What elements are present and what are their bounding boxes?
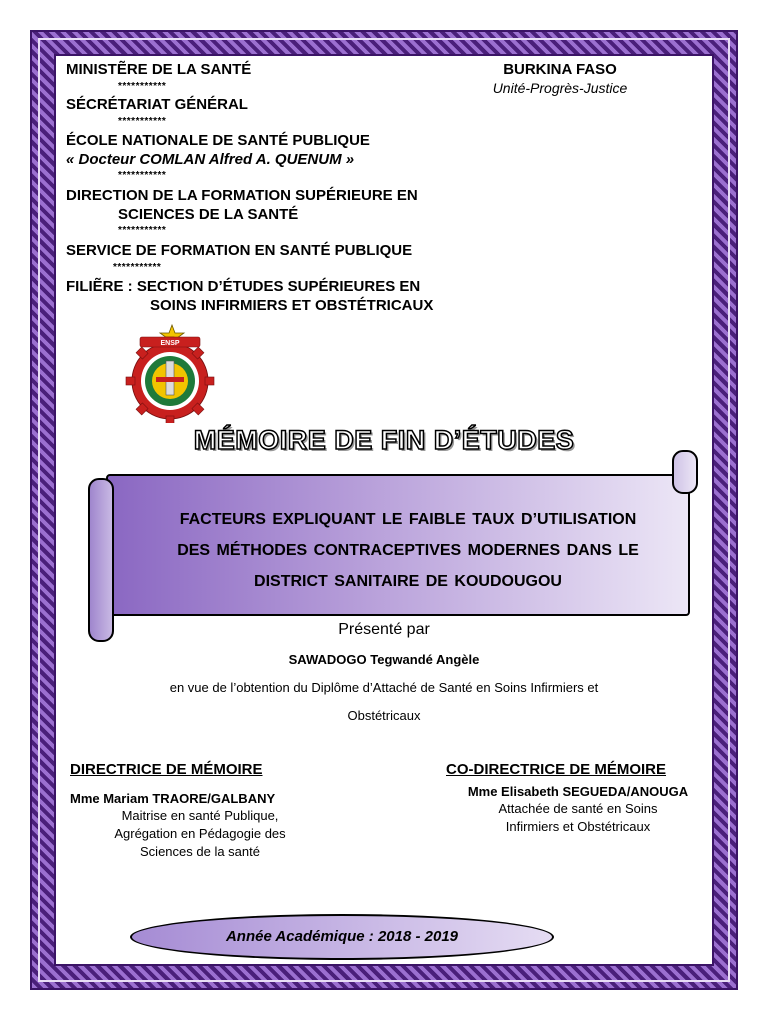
separator-stars: ***********: [118, 81, 167, 92]
separator-stars: ***********: [118, 170, 167, 181]
academic-year-text: Année Académique : 2018 - 2019: [225, 928, 459, 945]
subject-scroll: [88, 470, 698, 620]
scroll-left-roll: [88, 478, 114, 642]
ministere-heading: MINISTẼRE DE LA SANTÉ: [66, 61, 252, 78]
purpose-line-1: en vue de l’obtention du Diplôme d’Attaché de Santé en Soins Infirmiers et: [169, 680, 599, 695]
subject-line-3: DISTRICT SANITAIRE DE KOUDOUGOU: [254, 573, 562, 590]
scroll-right-roll: [672, 450, 698, 494]
memoire-title: MÉMOIRE DE FIN D’ÉTUDES: [193, 425, 575, 455]
co-director-qualification-2: Infirmiers et Obstétricaux: [505, 819, 651, 834]
country-motto: Unité-Progrès-Justice: [492, 80, 628, 96]
ecole-name: « Docteur COMLAN Alfred A. QUENUM »: [66, 151, 355, 168]
filiere-heading-line2: SOINS INFIRMIERS ET OBSTÉTRICAUX: [150, 297, 434, 314]
co-director-qualification-1: Attachée de santé en Soins: [498, 801, 658, 816]
ecole-heading: ÉCOLE NATIONALE DE SANTÉ PUBLIQUE: [66, 132, 370, 149]
subject-line-2: DES MÉTHODES CONTRACEPTIVES MODERNES DANS LE: [177, 542, 639, 559]
presented-label: Présenté par: [338, 621, 430, 638]
school-logo: [112, 323, 222, 423]
director-qualification-1: Maitrise en santé Publique,: [121, 808, 279, 823]
direction-heading-line1: DIRECTION DE LA FORMATION SUPÉRIEURE EN: [66, 187, 418, 204]
subject-text: [128, 504, 688, 597]
filiere-heading-line1: FILIẼRE : SECTION D’ÉTUDES SUPÉRIEURES EN: [66, 278, 421, 295]
director-heading: DIRECTRICE DE MÉMOIRE: [70, 761, 263, 778]
separator-stars: ***********: [113, 262, 162, 273]
separator-stars: ***********: [118, 116, 167, 127]
co-director-name: Mme Elisabeth SEGUEDA/ANOUGA: [467, 784, 689, 799]
author-name: SAWADOGO Tegwandé Angèle: [288, 652, 480, 667]
purpose-line-2: Obstétricaux: [347, 708, 421, 723]
svg-text:ENSP: ENSP: [160, 340, 180, 347]
director-qualification-2: Agrégation en Pédagogie des: [114, 826, 286, 841]
direction-heading-line2: SCIENCES DE LA SANTÉ: [118, 206, 299, 223]
separator-stars: ***********: [118, 225, 167, 236]
service-heading: SERVICE DE FORMATION EN SANTÉ PUBLIQUE: [66, 242, 413, 259]
co-director-heading: CO-DIRECTRICE DE MÉMOIRE: [446, 761, 667, 778]
subject-line-1: FACTEURS EXPLIQUANT LE FAIBLE TAUX D’UTILISATION: [179, 511, 637, 528]
director-qualification-3: Sciences de la santé: [140, 844, 260, 859]
director-name: Mme Mariam TRAORE/GALBANY: [70, 791, 276, 806]
country-name: BURKINA FASO: [503, 61, 617, 78]
academic-year-badge: [130, 914, 554, 960]
secretariat-heading: SÉCRÉTARIAT GÉNÉRAL: [66, 96, 248, 113]
